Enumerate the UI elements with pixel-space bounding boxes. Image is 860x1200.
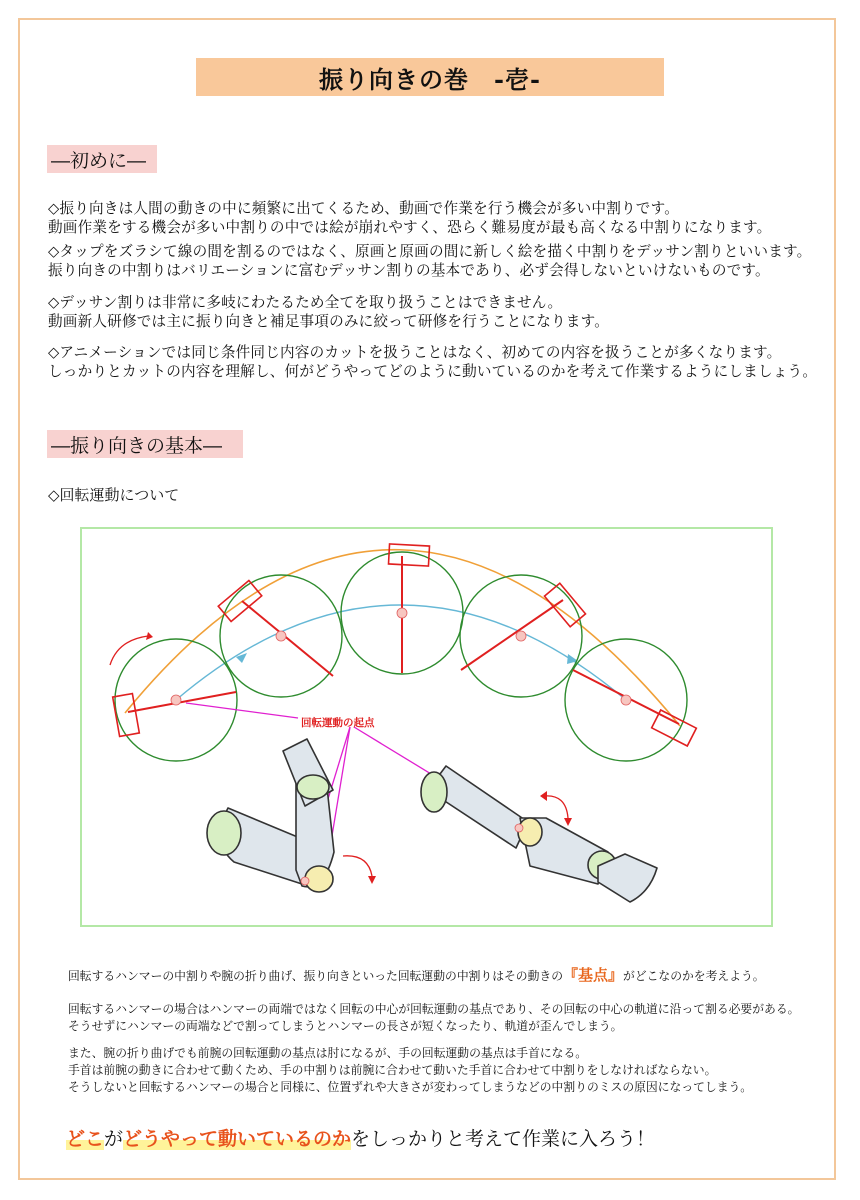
- note-arm: [68, 1045, 752, 1096]
- intro-line: ◇振り向きは人間の動きの中に頻繁に出てくるため、動画で作業を行う機会が多い中割りです。: [48, 200, 680, 217]
- center-point: [621, 695, 631, 705]
- intro-line: しっかりとカットの内容を理解し、何がどうやってどのように動いているのかを考えて作業するようにしましょう。: [48, 363, 818, 380]
- note-hammer: [68, 1001, 799, 1035]
- note-line: 手首は前腕の動きに合わせて動くため、手の中割りは前腕に合わせて動いた手首に合わせて中割りをしなければならない。: [68, 1063, 717, 1077]
- section-heading-intro: ―初めに―: [47, 145, 157, 173]
- note-text: 回転するハンマーの中割りや腕の折り曲げ、振り向きといった回転運動の中割りはその動きの: [68, 969, 563, 983]
- right-arm-illustration: [421, 766, 657, 902]
- footer-text: が: [104, 1128, 124, 1150]
- arrow-head: [540, 791, 547, 801]
- subheading-rotation: ◇回転運動について: [48, 486, 180, 504]
- intro-line: 動画作業をする機会が多い中割りの中では絵が崩れやすく、恐らく難易度が最も高くなる中割りになります。: [48, 219, 772, 236]
- pointer-line: [186, 703, 298, 718]
- page-title-text: 振り向きの巻 -壱-: [319, 64, 541, 94]
- kiten-highlight: 『基点』: [563, 966, 624, 984]
- center-point: [516, 631, 526, 641]
- intro-line: 振り向きの中割りはバリエーションに富むデッサン割りの基本であり、必ず会得しないといけないものです。: [48, 262, 770, 279]
- hammer-head: [652, 710, 697, 746]
- hammer-handle: [461, 600, 563, 670]
- hammer-handle: [242, 601, 333, 676]
- section-heading-basics: ―振り向きの基本―: [47, 430, 243, 458]
- center-point: [171, 695, 181, 705]
- diagram-label: 回転運動の起点: [301, 717, 375, 729]
- footer-message: [66, 1124, 655, 1151]
- intro-line: ◇デッサン割りは非常に多岐にわたるため全てを取り扱うことはできません。: [48, 294, 563, 311]
- intro-line: ◇タップをズラシて線の間を割るのではなく、原画と原画の間に新しく絵を描く中割りをデッサン割りといいます。: [48, 243, 812, 260]
- arrow-head: [368, 876, 376, 884]
- arrow-head: [146, 632, 153, 640]
- note-kiten: [68, 967, 765, 984]
- note-line: また、腕の折り曲げでも前腕の回転運動の基点は肘になるが、手の回転運動の基点は手首になる。: [68, 1046, 588, 1060]
- rotation-arrow-icon: [544, 796, 568, 818]
- intro-line: 動画新人研修では主に振り向きと補足事項のみに絞って研修を行うことになります。: [48, 313, 609, 330]
- center-point: [397, 608, 407, 618]
- hammer-head: [218, 580, 261, 621]
- footer-highlight: どうやって動いているのか: [123, 1128, 352, 1150]
- intro-line: ◇アニメーションでは同じ条件同じ内容のカットを扱うことはなく、初めての内容を扱うことが多くなります。: [48, 344, 782, 361]
- footer-text: をしっかりと考えて作業に入ろう！: [351, 1128, 656, 1150]
- footer-highlight: どこ: [66, 1128, 105, 1150]
- hammer-head: [389, 544, 430, 566]
- center-point: [276, 631, 286, 641]
- arrow-head: [564, 818, 572, 826]
- note-text: がどこなのかを考えよう。: [623, 969, 765, 983]
- note-line: そうせずにハンマーの両端などで割ってしまうとハンマーの長さが短くなったり、軌道が歪んでしまう。: [68, 1019, 623, 1033]
- note-line: 回転するハンマーの場合はハンマーの両端ではなく回転の中心が回転運動の基点であり、その回転の中心の軌道に沿って割る必要がある。: [68, 1002, 800, 1016]
- rotation-arrow-icon: [343, 856, 372, 876]
- left-arm-illustration: [207, 739, 334, 892]
- note-line: そうしないと回転するハンマーの場合と同様に、位置ずれや大きさが変わってしまうなどの中割りのミスの原因になってしまう。: [68, 1080, 753, 1094]
